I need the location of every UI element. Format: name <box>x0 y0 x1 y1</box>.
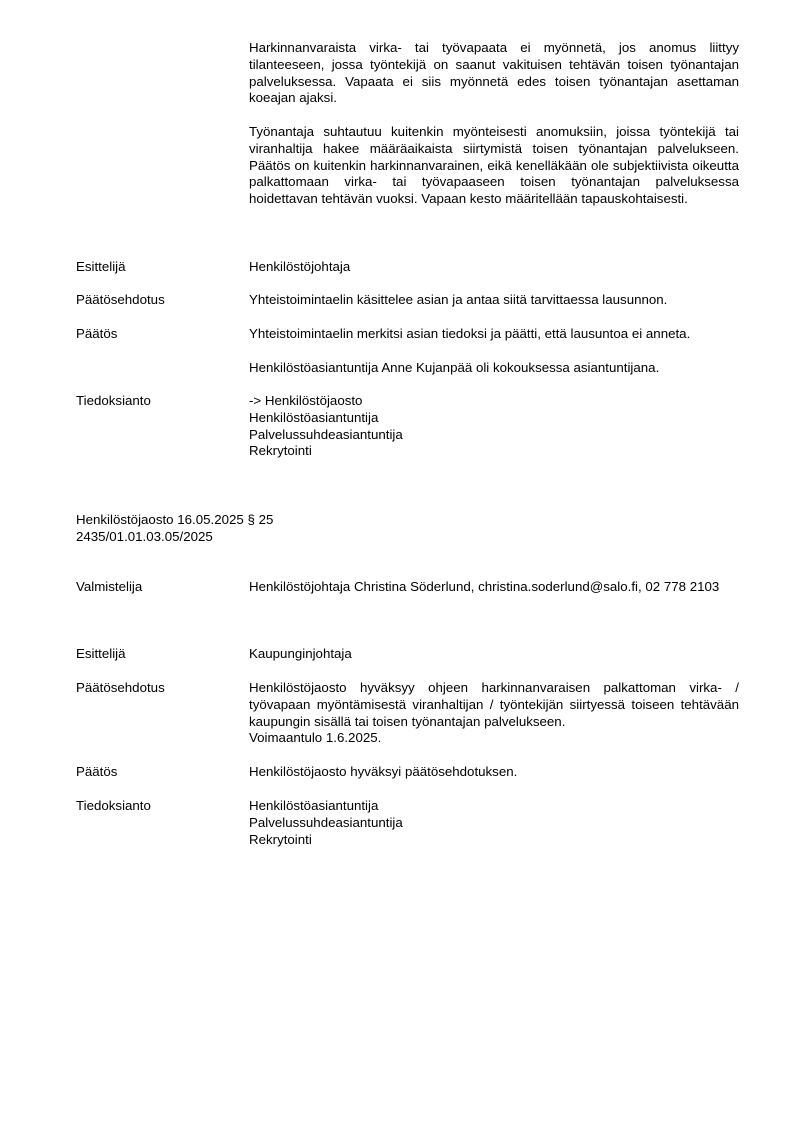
paatosehdotus-label: Päätösehdotus <box>76 292 165 307</box>
paatosehdotus-value-2 <box>249 680 739 747</box>
intro-paragraph-1: Harkinnanvaraista virka- tai työvapaata ei myönnetä, jos anomus liittyy tilanteeseen, jossa työntekijä on saanut vakituisen tehtävän toisen työnantajan palveluksessa. Vapaata ei siis myönnetä edes toisen työnantajan asettaman koeajan ajaksi. <box>249 40 739 106</box>
esittelija-value: Henkilöstöjohtaja <box>249 259 351 274</box>
valmistelija-value: Henkilöstöjohtaja Christina Söderlund, christina.soderlund@salo.fi, 02 778 2103 <box>249 579 720 594</box>
tiedoksianto-item: Palvelussuhdeasiantuntija <box>249 814 403 830</box>
esittelija-label-2: Esittelijä <box>76 646 126 661</box>
tiedoksianto-item: Henkilöstöasiantuntija <box>249 798 379 813</box>
tiedoksianto-label-2: Tiedoksianto <box>76 798 151 813</box>
section-heading <box>76 512 476 546</box>
meeting-reference: Henkilöstöjaosto 16.05.2025 § 25 <box>76 512 274 527</box>
tiedoksianto-label: Tiedoksianto <box>76 393 151 408</box>
tiedoksianto-list <box>249 393 739 460</box>
tiedoksianto-item: Rekrytointi <box>249 831 312 847</box>
paatos-label-2: Päätös <box>76 764 118 779</box>
esittelija-value-2: Kaupunginjohtaja <box>249 646 352 661</box>
tiedoksianto-item: -> Henkilöstöjaosto <box>249 393 363 408</box>
paatos-expert-note: Henkilöstöasiantuntija Anne Kujanpää oli kokouksessa asiantuntijana. <box>249 360 660 375</box>
esittelija-label: Esittelijä <box>76 259 126 274</box>
paatosehdotus-text: Henkilöstöjaosto hyväksyy ohjeen harkinnanvaraisen palkattoman virka- / työvapaan myöntämisestä viranhaltijan / työntekijän siirtyessä toiseen tehtävään kaupungin sisällä tai toisen työnantajan palvelukseen. <box>249 680 739 729</box>
paatos-label: Päätös <box>76 326 118 341</box>
tiedoksianto-list-2 <box>249 798 739 848</box>
paatosehdotus-value: Yhteistoimintaelin käsittelee asian ja antaa siitä tarvittaessa lausunnon. <box>249 292 668 307</box>
tiedoksianto-item: Rekrytointi <box>249 443 312 459</box>
tiedoksianto-item: Henkilöstöasiantuntija <box>249 409 379 425</box>
paatosehdotus-label-2: Päätösehdotus <box>76 680 165 695</box>
paatos-value-2: Henkilöstöjaosto hyväksyi päätösehdotuksen. <box>249 764 518 779</box>
paatos-value: Yhteistoimintaelin merkitsi asian tiedoksi ja päätti, että lausuntoa ei anneta. <box>249 326 691 341</box>
voimaantulo: Voimaantulo 1.6.2025. <box>249 730 382 746</box>
intro-paragraph-2: Työnantaja suhtautuu kuitenkin myönteisesti anomuksiin, joissa työntekijä tai viranhaltija hakee määräaikaista siirtymistä toisen työnantajan palvelukseen. Päätös on kuitenkin harkinnanvarainen, eikä kenelläkään ole subjektiivista oikeutta palkattomaan virka- tai työvapaaseen toisen työnantajan palveluksessa hoidettavan tehtävän vuoksi. Vapaan kesto määritellään tapauskohtaisesti. <box>249 124 739 207</box>
case-number: 2435/01.01.03.05/2025 <box>76 528 213 544</box>
valmistelija-label: Valmistelija <box>76 579 143 594</box>
tiedoksianto-item: Palvelussuhdeasiantuntija <box>249 426 403 442</box>
